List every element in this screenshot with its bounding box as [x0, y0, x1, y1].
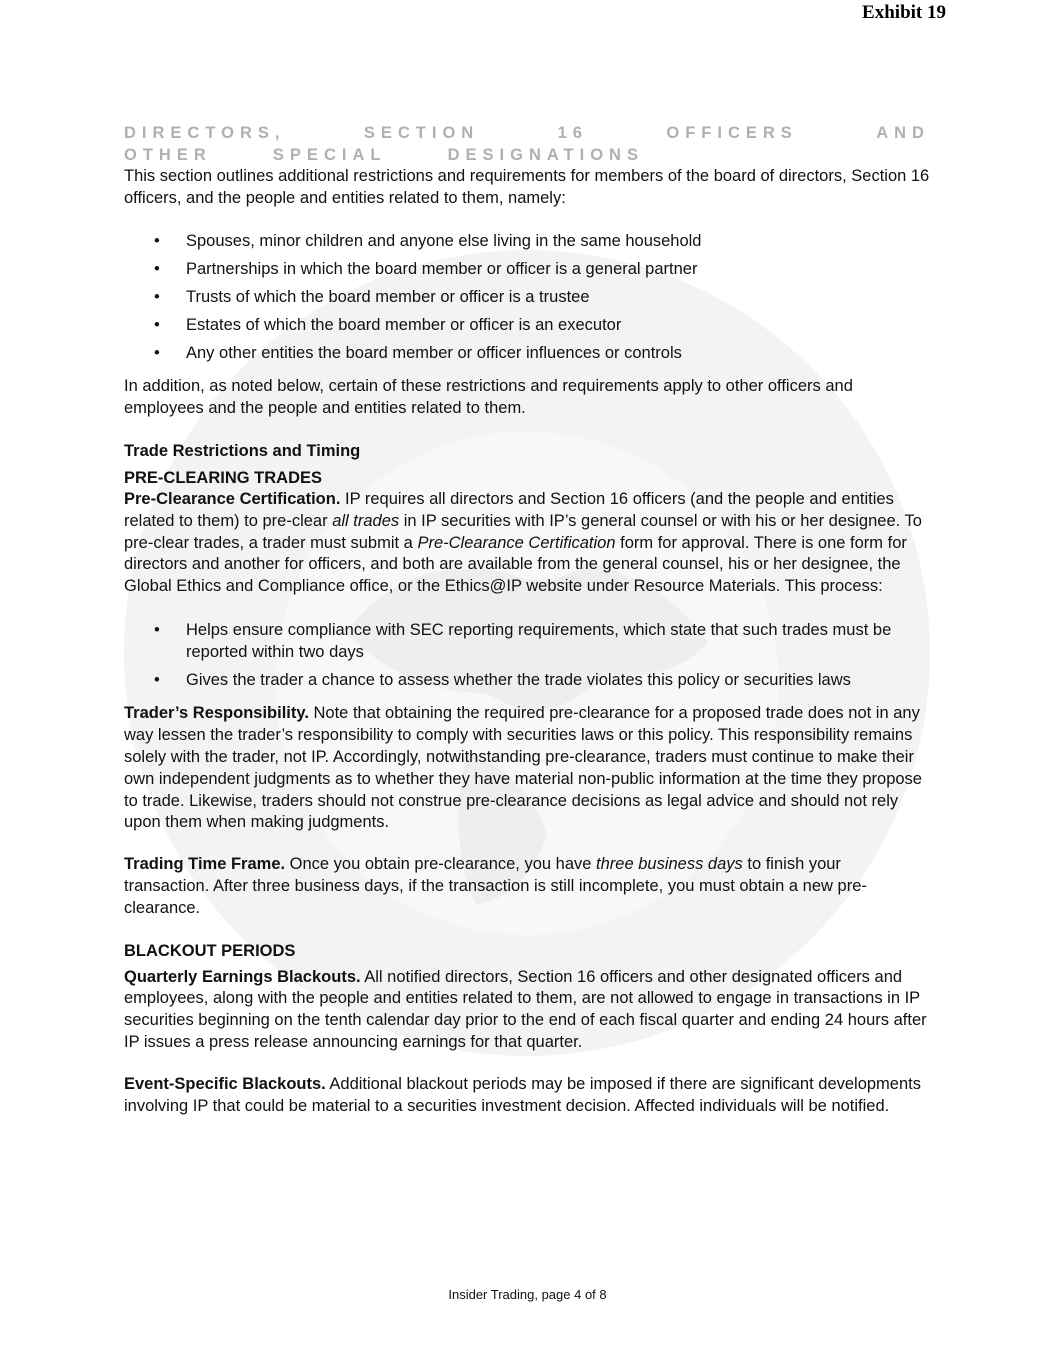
list-item: • Gives the trader a chance to assess whether the trade violates this policy or securities laws	[124, 670, 930, 692]
heading-word: AND	[876, 124, 930, 142]
heading-word: SPECIAL	[272, 146, 387, 164]
text-run: Additional blackout periods may be imposed if there are significant developments involving IP that could be material to a securities investment decision. Affected individuals will be notified.	[124, 1074, 921, 1115]
responsibility-label: Trader’s Responsibility.	[124, 704, 309, 723]
heading-line-1	[124, 122, 930, 144]
page-footer: Insider Trading, page 4 of 8	[448, 1287, 607, 1302]
trade-restrictions-heading: Trade Restrictions and Timing	[124, 441, 361, 460]
list-item: • Spouses, minor children and anyone else living in the same household	[124, 231, 930, 253]
heading-word: OFFICERS	[666, 124, 798, 142]
section-heading	[124, 122, 930, 166]
text-run: Once you obtain pre-clearance, you have	[285, 855, 597, 874]
text-run: Note that obtaining the required pre-clearance for a proposed trade does not in any way lessen the trader’s responsibility to comply with securities laws or this policy. This responsibility remains solely with the trader, not IP. Accordingly, notwithstanding pre-clearance, traders must continue to make their own independent judgments as to whether they have material non-public information at the time they propose to trade. Likewise, traders should not construe pre-clearance decisions as legal advice and should not rely upon them when making judgments.	[124, 704, 922, 832]
text-run: IP requires all directors and Section 16 officers (and the people and entities related to them) to pre-clear	[124, 489, 894, 530]
list-item: • Any other entities the board member or officer influences or controls	[124, 343, 930, 365]
heading-word: DESIGNATIONS	[447, 146, 644, 164]
related-parties-list	[124, 231, 930, 365]
emphasis: three business days	[596, 855, 743, 874]
heading-word: DIRECTORS,	[124, 124, 286, 142]
emphasis: all trades	[332, 511, 400, 530]
addition-paragraph: In addition, as noted below, certain of these restrictions and requirements apply to other officers and employees and the people and entities related to them.	[124, 377, 853, 418]
text-run: form for approval. There is one form for directors and another for officers, and both are available from the general counsel, his or her designee, the Global Ethics and Compliance office, or the Ethics@IP website under Resource Materials. This process:	[124, 533, 907, 596]
pre-clearing-heading: PRE-CLEARING TRADES	[124, 468, 323, 487]
event-paragraph	[124, 1074, 930, 1118]
responsibility-paragraph	[124, 703, 930, 834]
quarterly-label: Quarterly Earnings Blackouts.	[124, 967, 361, 986]
quarterly-paragraph	[124, 967, 930, 1054]
list-item: • Partnerships in which the board member or officer is a general partner	[124, 259, 930, 281]
text-run: to finish your transaction. After three business days, if the transaction is still incomplete, you must obtain a new pre-clearance.	[124, 855, 867, 917]
heading-word: SECTION	[363, 124, 480, 142]
timeframe-paragraph	[124, 854, 930, 919]
text-run: All notified directors, Section 16 officers and other designated officers and employees, along with the people and entities related to them, are not allowed to engage in transactions in IP securities beginning on the tenth calendar day prior to the end of each fiscal quarter and ending 24 hours after IP issues a press release announcing earnings for that quarter.	[124, 967, 927, 1052]
list-item: • Helps ensure compliance with SEC reporting requirements, which state that such trades must be reported within two days	[124, 620, 930, 664]
timeframe-label: Trading Time Frame.	[124, 855, 286, 874]
intro-paragraph: This section outlines additional restrictions and requirements for members of the board of directors, Section 16 officers, and the people and entities related to them, namely:	[124, 167, 930, 207]
pre-clearance-paragraph	[124, 489, 930, 598]
event-label: Event-Specific Blackouts.	[124, 1074, 326, 1093]
list-item: • Trusts of which the board member or officer is a trustee	[124, 287, 930, 309]
heading-word: OTHER	[124, 146, 212, 164]
process-list	[124, 620, 930, 692]
exhibit-label: Exhibit 19	[862, 2, 946, 23]
pre-clearance-label: Pre-Clearance Certification.	[124, 489, 341, 508]
heading-line-2	[124, 144, 644, 166]
blackout-heading: BLACKOUT PERIODS	[124, 941, 296, 960]
heading-word: 16	[557, 124, 588, 142]
emphasis: Pre-Clearance Certification	[417, 533, 616, 552]
text-run: in IP securities with IP’s general counsel or with his or her designee. To pre-clear trades, a trader must submit a	[124, 511, 922, 552]
list-item: • Estates of which the board member or officer is an executor	[124, 315, 930, 337]
page-content	[124, 122, 930, 1117]
